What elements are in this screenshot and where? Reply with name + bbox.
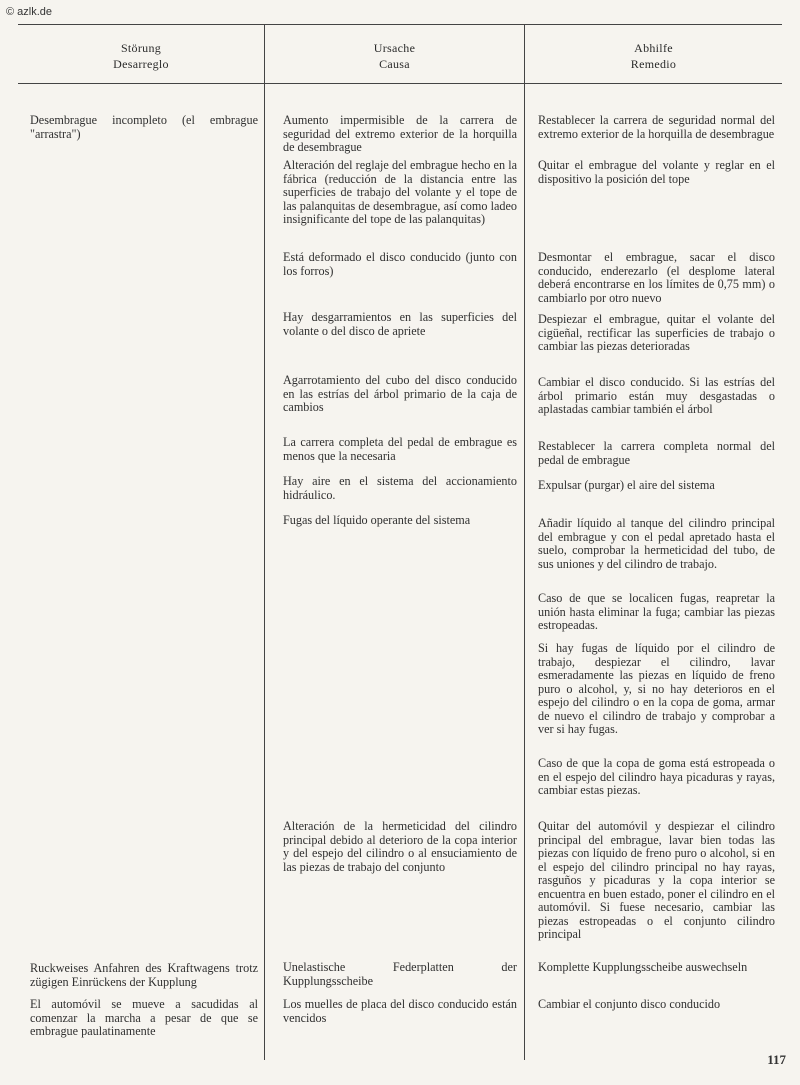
remedy-text: Quitar del automóvil y despiezar el cilindro principal del embrague, lavar bien todas las piezas con líquido de freno puro o alcohol, si en el espejo del cilindro principal no hay rayas, rasguños y picaduras y la copa interior se encuentra en buen estado, poner el cilindro en el automóvil. Si fuese necesario, cambiar las piezas estropeadas o el conjunto cilindro principal [538,819,775,941]
cause-cell [283,961,517,988]
page-number: 117 [767,1052,786,1067]
remedy-cell [538,114,775,141]
cause-cell [283,159,517,227]
cause-cell [283,514,517,528]
cause-cell [283,374,517,415]
remedy-text: Cambiar el disco conducido. Si las estrías del árbol primario están muy desgastadas o aplastadas cambiar también el árbol [538,375,775,416]
cause-text: Aumento impermisible de la carrera de seguridad del extremo exterior de la horquilla de desembrague [283,113,517,154]
cause-text: Los muelles de placa del disco conducido están vencidos [283,997,517,1025]
remedy-text: Expulsar (purgar) el aire del sistema [538,478,715,492]
fault-cell [30,998,258,1039]
remedy-text: Desmontar el embrague, sacar el disco conducido, enderezarlo (el desplome lateral deberá encontrarse en los límites de 0,75 mm) o cambiarlo por otro nuevo [538,250,775,305]
cause-text: Alteración del reglaje del embrague hecho en la fábrica (reducción de la distancia entre las superficies de trabajo del volante y el tope de las palanquitas de desembrague, así como ladeo insignificante del tope de las palanquitas) [283,158,517,226]
fault-text: Ruckweises Anfahren des Kraftwagens trotz zügigen Einrückens der Kupplung [30,961,258,989]
remedy-cell [538,642,775,737]
cause-text: La carrera completa del pedal de embrague es menos que la necesaria [283,435,517,463]
remedy-text: Restablecer la carrera de seguridad normal del extremo exterior de la horquilla de desembrague [538,113,775,141]
cause-cell [283,251,517,278]
cause-text: Alteración de la hermeticidad del cilindro principal debido al deterioro de la copa interior y del espejo del cilindro o al ensuciamiento de las piezas de trabajo del conjunto [283,819,517,874]
remedy-text: Cambiar el conjunto disco conducido [538,997,721,1011]
cause-cell [283,998,517,1025]
cause-text: Hay aire en el sistema del accionamiento hidráulico. [283,474,517,502]
cause-text: Hay desgarramientos en las superficies del volante o del disco de apriete [283,310,517,338]
remedy-cell [538,961,775,975]
header-col2 [265,40,524,72]
header-col3-es: Remedio [630,57,677,71]
fault-text: El automóvil se mueve a sacudidas al comenzar la marcha a pesar de que se embrague paulatinamente [30,997,258,1038]
remedy-text: Caso de que la copa de goma está estropeada o en el espejo del cilindro haya picaduras y rayas, cambiar estas piezas. [538,756,775,797]
remedy-cell [538,479,775,493]
remedy-text: Si hay fugas de líquido por el cilindro de trabajo, despiezar el cilindro, lavar esmeradamente las piezas en líquido de freno puro o alcohol, y, si no hay deterioros en el espejo del cilindro o en la copa de goma, armar de nuevo el cilindro de trabajo y comprobar a ver si hay fugas. [538,641,775,736]
remedy-cell [538,757,775,798]
header-col1-es: Desarreglo [113,57,169,71]
header-col1-de: Störung [120,41,162,55]
remedy-cell [538,313,775,354]
cause-cell [283,475,517,502]
header-col1 [18,40,264,72]
remedy-cell [538,440,775,467]
remedy-cell [538,820,775,942]
fault-cell [30,962,258,989]
cause-cell [283,820,517,874]
remedy-cell [538,592,775,633]
remedy-cell [538,998,775,1012]
header-col2-es: Causa [379,57,410,71]
remedy-text: Despiezar el embrague, quitar el volante del cigüeñal, rectificar las superficies de trabajo o cambiar las piezas deterioradas [538,312,775,353]
remedy-text: Caso de que se localicen fugas, reapretar la unión hasta eliminar la fuga; cambiar las piezas estropeadas. [538,591,775,632]
remedy-cell [538,517,775,571]
header-col3-de: Abhilfe [634,41,673,55]
remedy-text: Añadir líquido al tanque del cilindro principal del embrague y con el pedal apretado hasta el suelo, comprobar la hermeticidad del tubo, de sus uniones y del cilindro de trabajo. [538,516,775,571]
header-col3 [525,40,782,72]
remedy-cell [538,159,775,186]
cause-text: Fugas del líquido operante del sistema [283,513,471,527]
cause-text: Está deformado el disco conducido (junto con los forros) [283,250,517,278]
cause-text: Agarrotamiento del cubo del disco conducido en las estrías del árbol primario de la caja de cambios [283,373,517,414]
remedy-cell [538,251,775,305]
remedy-text: Komplette Kupplungsscheibe auswechseln [538,960,748,974]
cause-cell [283,114,517,155]
cause-cell [283,311,517,338]
column-divider-1 [264,24,265,1060]
remedy-cell [538,376,775,417]
fault-text: Desembrague incompleto (el embrague "arrastra") [30,113,258,141]
remedy-text: Restablecer la carrera completa normal del pedal de embrague [538,439,775,467]
header-rule [18,83,782,84]
column-divider-2 [524,24,525,1060]
remedy-text: Quitar el embrague del volante y reglar en el dispositivo la posición del tope [538,158,775,186]
fault-cell [30,114,258,141]
cause-cell [283,436,517,463]
cause-text: Unelastische Federplatten der Kupplungsscheibe [283,960,517,988]
watermark: © azlk.de [6,6,53,18]
top-rule [18,24,782,25]
header-col2-de: Ursache [373,41,416,55]
